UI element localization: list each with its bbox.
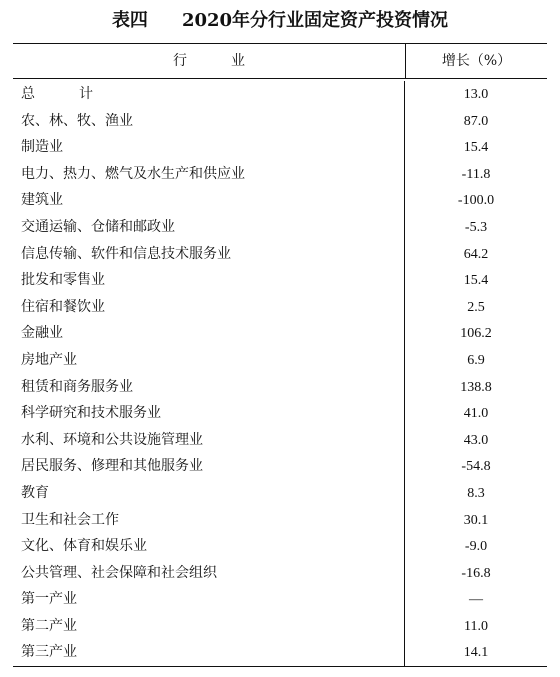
table-row	[13, 560, 547, 587]
growth-value: 43.0	[463, 432, 489, 448]
industry-name: 制造业	[13, 134, 405, 161]
growth-value: 15.4	[463, 140, 489, 156]
table-row	[13, 320, 547, 347]
header-growth: 增长（%）	[441, 53, 512, 69]
industry-name: 公共管理、社会保障和社会组织	[13, 560, 405, 587]
industry-name: 金融业	[13, 320, 405, 347]
table-body	[13, 79, 547, 666]
industry-name: 信息传输、软件和信息技术服务业	[13, 241, 405, 268]
growth-value: 15.4	[463, 273, 489, 289]
investment-growth-table	[13, 43, 547, 667]
industry-name: 科学研究和技术服务业	[13, 400, 405, 427]
industry-name: 教育	[13, 480, 405, 507]
industry-name: 批发和零售业	[13, 267, 405, 294]
growth-value: —	[469, 592, 483, 608]
table-row	[13, 453, 547, 480]
header-industry-label: 行业	[173, 53, 289, 69]
industry-name: 卫生和社会工作	[13, 507, 405, 534]
growth-value: -16.8	[461, 565, 491, 581]
growth-value: -11.8	[461, 166, 491, 182]
table-row	[13, 639, 547, 666]
table-row	[13, 427, 547, 454]
growth-value: -5.3	[464, 219, 488, 235]
table-row	[13, 586, 547, 613]
industry-name: 第二产业	[13, 613, 405, 640]
table-row	[13, 374, 547, 401]
growth-value: 30.1	[463, 512, 489, 528]
growth-value: 41.0	[463, 406, 489, 422]
industry-name: 农、林、牧、渔业	[13, 108, 405, 135]
industry-name: 住宿和餐饮业	[13, 294, 405, 321]
growth-value: 6.9	[467, 352, 485, 368]
table-row	[13, 347, 547, 374]
table-row	[13, 507, 547, 534]
growth-value: 13.0	[463, 87, 489, 102]
table-row	[13, 214, 547, 241]
table-row	[13, 400, 547, 427]
table-row	[13, 480, 547, 507]
industry-name: 居民服务、修理和其他服务业	[13, 453, 405, 480]
table-title-text: 2020年分行业固定资产投资情况	[181, 10, 449, 31]
growth-value: 8.3	[467, 485, 485, 501]
industry-name: 第三产业	[13, 639, 405, 666]
industry-name: 电力、热力、燃气及水生产和供应业	[13, 161, 405, 188]
growth-value: -54.8	[461, 459, 491, 475]
industry-name: 水利、环境和公共设施管理业	[13, 427, 405, 454]
industry-name: 租赁和商务服务业	[13, 374, 405, 401]
table-row	[13, 267, 547, 294]
growth-value: 138.8	[460, 379, 492, 395]
growth-value: 2.5	[467, 299, 485, 315]
industry-name: 建筑业	[13, 187, 405, 214]
table-row	[13, 533, 547, 560]
table-title	[0, 8, 560, 34]
table-row	[13, 79, 547, 108]
table-number: 表四	[111, 10, 148, 31]
growth-value: 14.1	[463, 645, 489, 661]
table-row	[13, 187, 547, 214]
table-row	[13, 161, 547, 188]
industry-name: 总计	[13, 81, 405, 108]
table-row	[13, 134, 547, 161]
table-row	[13, 108, 547, 135]
growth-value: 64.2	[463, 246, 489, 262]
growth-value: -9.0	[464, 539, 488, 555]
growth-value: 87.0	[463, 113, 489, 129]
industry-name: 文化、体育和娱乐业	[13, 533, 405, 560]
table-row	[13, 294, 547, 321]
table-row	[13, 613, 547, 640]
industry-name: 交通运输、仓储和邮政业	[13, 214, 405, 241]
industry-name: 房地产业	[13, 347, 405, 374]
table-row	[13, 241, 547, 268]
header-industry	[13, 44, 406, 78]
industry-name: 第一产业	[13, 586, 405, 613]
table-header	[13, 44, 547, 79]
growth-value: 106.2	[460, 326, 492, 342]
growth-value: 11.0	[464, 618, 488, 634]
growth-value: -100.0	[457, 193, 495, 209]
